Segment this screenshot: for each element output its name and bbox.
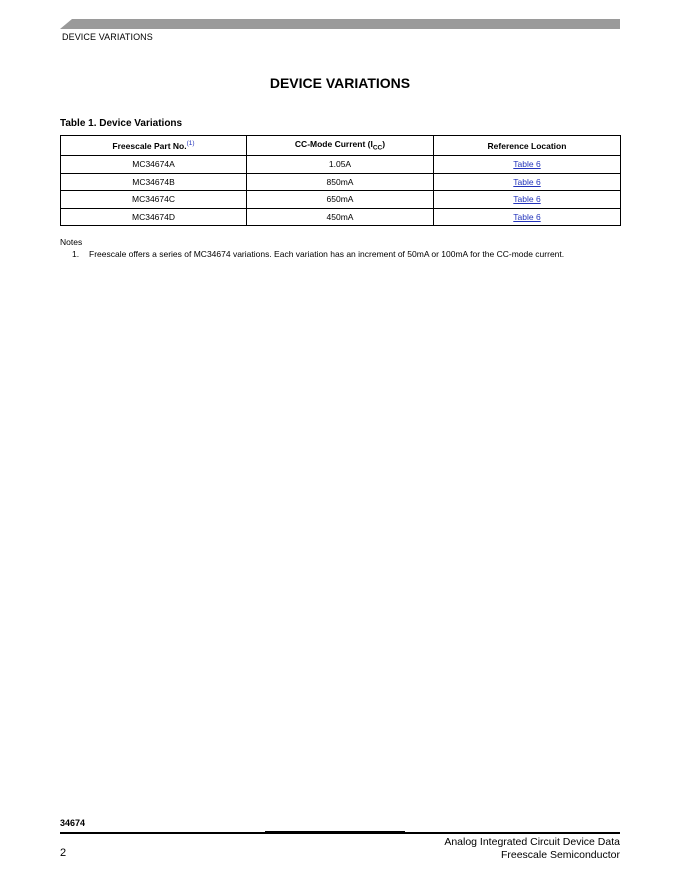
- cell-current: 450mA: [247, 208, 434, 226]
- document-number: 34674: [60, 818, 86, 828]
- notes-heading: Notes: [60, 237, 83, 247]
- cell-part-no: MC34674B: [61, 173, 247, 191]
- table-header-row: [61, 136, 621, 156]
- header-bar: [60, 19, 620, 29]
- footnote-ref-1[interactable]: (1): [186, 140, 195, 148]
- cell-current: 1.05A: [247, 156, 434, 174]
- table-row: [61, 173, 621, 191]
- cell-current: 650mA: [247, 191, 434, 209]
- note-number: 1.: [72, 249, 80, 259]
- table-caption: Table 1. Device Variations: [60, 118, 183, 129]
- cell-reference: [434, 208, 621, 226]
- cell-part-no: MC34674A: [61, 156, 247, 174]
- reference-link[interactable]: Table 6: [513, 159, 541, 170]
- header-part-no: [61, 136, 247, 156]
- cell-reference: [434, 156, 621, 174]
- page-title: DEVICE VARIATIONS: [269, 75, 411, 91]
- reference-link[interactable]: Table 6: [513, 211, 541, 222]
- cell-current: 850mA: [247, 173, 434, 191]
- table-row: [61, 191, 621, 209]
- cell-part-no: MC34674D: [61, 208, 247, 226]
- cell-reference: [434, 173, 621, 191]
- footer-line-1: Analog Integrated Circuit Device Data: [444, 836, 620, 848]
- note-text: Freescale offers a series of MC34674 variations. Each variation has an increment of 50mA or 100mA for the CC-mode current.: [89, 249, 565, 259]
- note-item: [72, 249, 564, 259]
- header-reference-location: Reference Location: [434, 136, 621, 156]
- header-current-label: CC-Mode Current (I: [294, 139, 373, 150]
- footer-line-2: Freescale Semiconductor: [500, 848, 620, 861]
- cell-reference: [434, 191, 621, 209]
- header-part-no-label: Freescale Part No.: [112, 140, 187, 151]
- running-header: DEVICE VARIATIONS: [62, 32, 153, 42]
- cell-part-no: MC34674C: [61, 191, 247, 209]
- header-current-close: ): [382, 139, 386, 150]
- page-number: 2: [60, 847, 67, 859]
- table-row: [61, 208, 621, 226]
- device-variations-table: [60, 135, 621, 226]
- reference-link[interactable]: Table 6: [513, 194, 541, 205]
- table-row: [61, 156, 621, 174]
- reference-link[interactable]: Table 6: [513, 176, 541, 187]
- header-current-subscript: CC: [372, 144, 383, 152]
- header-cc-mode-current: [247, 136, 434, 156]
- footer-publication: [444, 836, 620, 861]
- footer-rule-accent: [265, 831, 405, 834]
